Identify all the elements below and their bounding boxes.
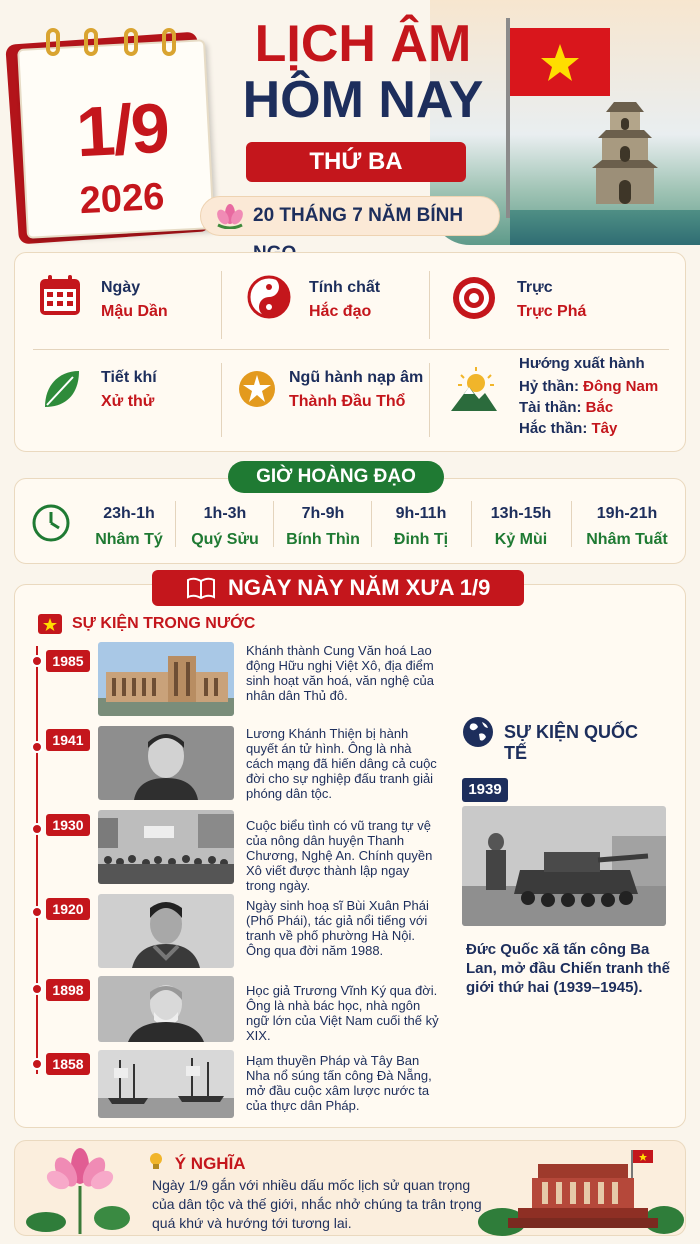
hac-than-row — [519, 420, 658, 437]
good-hour-item — [373, 505, 469, 549]
day-value: Mậu Dần — [101, 303, 168, 320]
timeline-dot — [31, 823, 43, 835]
lunar-date-badge — [200, 196, 500, 236]
calendar-illustration — [12, 20, 212, 240]
timeline-dot — [31, 655, 43, 667]
event-text: Học giả Trương Vĩnh Ký qua đời. Ông là nhà bác học, nhà ngôn ngữ lớn của Việt Nam cuối thế kỷ XIX. — [246, 983, 439, 1043]
good-hour-time: 19h-21h — [596, 505, 658, 522]
event-year: 1941 — [46, 729, 90, 751]
timeline-line — [36, 646, 38, 1074]
good-hour-name: Kỷ Mùi — [494, 531, 548, 548]
nature-label: Tính chất — [309, 279, 381, 296]
timeline-dot — [31, 741, 43, 753]
tai-than-label: Tài thần: — [519, 399, 582, 416]
event-text: Khánh thành Cung Văn hoá Lao động Hữu nghị Việt Xô, địa điểm sinh hoạt văn hoá, văn nghệ của nhân dân Thủ đô. — [246, 643, 434, 703]
event-photo-truong-vinh-ky — [98, 976, 234, 1042]
international-event-year: 1939 — [462, 778, 508, 802]
good-hour-name: Quý Sửu — [191, 531, 259, 548]
international-header — [462, 716, 662, 763]
good-hours-title: GIỜ HOÀNG ĐẠO — [228, 461, 444, 493]
good-hour-time: 9h-11h — [395, 505, 447, 522]
event-year: 1920 — [46, 898, 90, 920]
page-title-line2: HÔM NAY — [242, 71, 484, 129]
good-hour-item — [275, 505, 371, 549]
vietnam-flag-icon — [510, 28, 610, 96]
lake-water — [510, 210, 700, 245]
event-year: 1898 — [46, 979, 90, 1001]
hac-than-label: Hắc thần: — [519, 420, 588, 437]
timeline-dot — [31, 906, 43, 918]
international-event-text: Đức Quốc xã tấn công Ba Lan, mở đầu Chiến tranh thế giới thứ hai (1939–1945). — [466, 941, 671, 996]
event-text: Hạm thuyền Pháp và Tây Ban Nha nổ súng tấn công Đà Nẵng, mở đầu cuộc xâm lược nước ta của thực dân Pháp. — [246, 1053, 432, 1113]
good-hour-item — [473, 505, 569, 549]
domestic-title: SỰ KIỆN TRONG NƯỚC — [72, 615, 256, 632]
calendar-date: 1/9 — [74, 88, 170, 172]
timeline-dot — [31, 983, 43, 995]
truc-label: Trực — [517, 279, 553, 296]
good-hour-name: Bính Thìn — [286, 531, 360, 548]
event-year: 1858 — [46, 1053, 90, 1075]
mountain-sun-icon — [449, 365, 499, 415]
event-text: Lương Khánh Thiện bị hành quyết án tử hình. Ông là nhà cách mạng đã hiến dâng cả cuộc đời cho sự nghiệp đấu tranh giải phóng dân tộc. — [246, 726, 437, 801]
element-value: Thành Đầu Thổ — [289, 393, 406, 410]
good-hour-item — [177, 505, 273, 549]
good-hour-time: 13h-15h — [490, 505, 552, 522]
lotus-icon — [215, 203, 245, 229]
good-hour-time: 1h-3h — [203, 505, 247, 522]
lightbulb-icon — [148, 1152, 164, 1172]
good-hour-item — [575, 505, 679, 549]
five-elements-icon — [237, 369, 277, 409]
event-photo-luong-khanh-thien — [98, 726, 234, 800]
page-title-line1: LỊCH ÂM — [254, 15, 472, 73]
open-book-icon — [186, 577, 216, 599]
mausoleum-icon — [478, 1144, 684, 1236]
globe-icon — [462, 716, 494, 748]
history-title-badge — [152, 570, 524, 606]
calendar-year: 2026 — [78, 175, 166, 223]
calendar-icon — [37, 273, 83, 319]
international-title: SỰ KIỆN QUỐC TẾ — [504, 722, 638, 763]
solar-term-label: Tiết khí — [101, 369, 157, 386]
timeline-dot — [31, 1058, 43, 1070]
good-hour-time: 23h-1h — [103, 505, 155, 522]
day-label: Ngày — [101, 279, 141, 296]
good-hour-name: Đinh Tị — [393, 531, 449, 548]
lunar-date-text: 20 THÁNG 7 NĂM BÍNH — [253, 205, 464, 226]
good-hour-time: 7h-9h — [301, 505, 345, 522]
hac-than-value: Tây — [591, 420, 618, 437]
event-photo-bui-xuan-phai — [98, 894, 234, 968]
meaning-header — [148, 1152, 246, 1174]
event-year: 1930 — [46, 814, 90, 836]
hy-than-label: Hỷ thần: — [519, 378, 579, 395]
meaning-text: Ngày 1/9 gắn với nhiều dấu mốc lịch sử quan trọng của dân tộc và thế giới, nhắc nhở chúng ta trân trọng quá khứ và hướng tới tương lai. — [152, 1177, 482, 1231]
element-label: Ngũ hành nạp âm — [289, 369, 424, 386]
tai-than-value: Bắc — [585, 399, 614, 416]
yin-yang-icon — [247, 275, 291, 319]
turtle-tower-icon — [590, 96, 660, 208]
vietnam-flag-icon — [38, 614, 62, 634]
leaf-icon — [39, 367, 83, 411]
direction-label: Hướng xuất hành — [519, 355, 645, 372]
good-hour-name: Nhâm Tý — [95, 531, 163, 548]
good-hour-item — [81, 505, 177, 549]
nature-value: Hắc đạo — [309, 303, 372, 320]
event-photo-tank — [462, 806, 666, 926]
hy-than-row — [519, 378, 658, 395]
target-icon — [451, 275, 497, 321]
event-photo-warships — [98, 1050, 234, 1118]
event-text: Cuộc biểu tình có vũ trang tự vệ của nông dân huyện Thanh Chương, Nghệ An. Chính quyền Xô viết được thành lập ngay trong ngày. — [246, 818, 433, 893]
lotus-icon — [26, 1146, 130, 1236]
weekday-badge: THỨ BA — [246, 142, 466, 182]
hy-than-value: Đông Nam — [583, 378, 659, 395]
domestic-header — [38, 612, 258, 636]
tai-than-row — [519, 399, 658, 416]
event-text: Ngày sinh hoạ sĩ Bùi Xuân Phái (Phố Phái), tác giả nổi tiếng với tranh về phố phường Hà Nội. Ông qua đời năm 1988. — [246, 898, 429, 958]
event-photo-protest — [98, 810, 234, 884]
history-title: NGÀY NÀY NĂM XƯA 1/9 — [228, 575, 491, 600]
meaning-title: Ý NGHĨA — [174, 1154, 246, 1173]
event-year: 1985 — [46, 650, 90, 672]
day-info-card — [14, 252, 686, 452]
solar-term-value: Xử thử — [101, 393, 155, 410]
good-hour-name: Nhâm Tuất — [586, 531, 668, 548]
clock-icon — [31, 503, 71, 543]
event-photo-cultural-palace — [98, 642, 234, 716]
truc-value: Trực Phá — [517, 303, 587, 320]
